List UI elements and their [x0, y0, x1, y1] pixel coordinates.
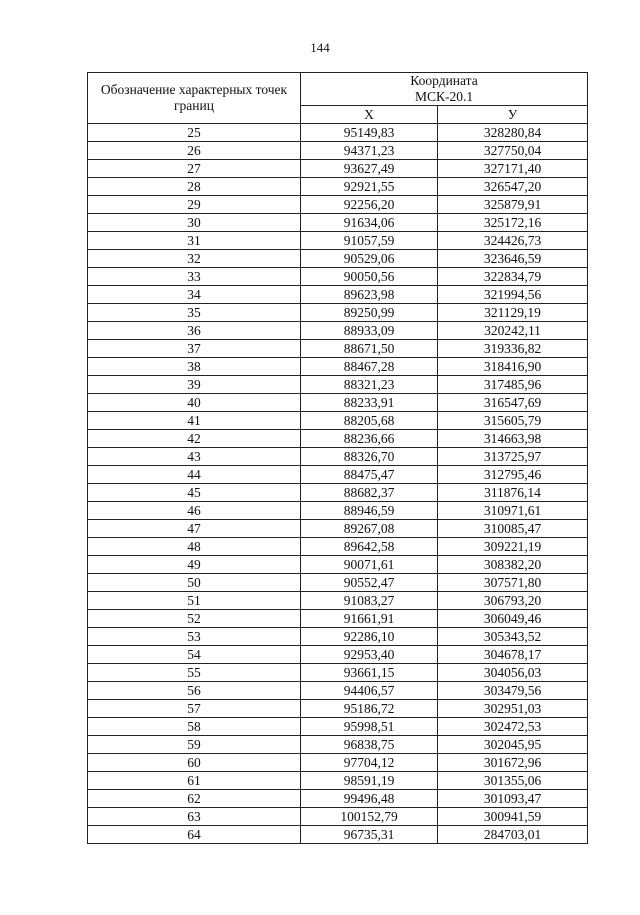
table-row	[88, 592, 588, 610]
table-row	[88, 358, 588, 376]
y-coordinate-cell: 328280,84	[438, 124, 588, 142]
y-coordinate-cell: 327171,40	[438, 160, 588, 178]
y-coordinate-cell: 315605,79	[438, 412, 588, 430]
point-id-cell: 33	[88, 268, 301, 286]
x-coordinate-cell: 88946,59	[301, 502, 438, 520]
x-coordinate-cell: 88671,50	[301, 340, 438, 358]
table-row	[88, 754, 588, 772]
y-coordinate-cell: 309221,19	[438, 538, 588, 556]
y-coordinate-cell: 313725,97	[438, 448, 588, 466]
point-id-cell: 32	[88, 250, 301, 268]
y-coordinate-cell: 306793,20	[438, 592, 588, 610]
x-coordinate-cell: 90050,56	[301, 268, 438, 286]
table-row	[88, 520, 588, 538]
point-id-cell: 43	[88, 448, 301, 466]
table-row	[88, 214, 588, 232]
x-coordinate-cell: 96735,31	[301, 826, 438, 844]
table-row	[88, 772, 588, 790]
x-coordinate-cell: 95149,83	[301, 124, 438, 142]
y-coordinate-cell: 321994,56	[438, 286, 588, 304]
point-id-cell: 31	[88, 232, 301, 250]
point-id-cell: 51	[88, 592, 301, 610]
point-id-cell: 56	[88, 682, 301, 700]
y-coordinate-cell: 304056,03	[438, 664, 588, 682]
x-coordinate-cell: 95186,72	[301, 700, 438, 718]
table-row	[88, 232, 588, 250]
y-coordinate-cell: 301672,96	[438, 754, 588, 772]
x-coordinate-cell: 89250,99	[301, 304, 438, 322]
point-id-cell: 45	[88, 484, 301, 502]
coordinates-table	[87, 72, 588, 844]
y-coordinate-cell: 310971,61	[438, 502, 588, 520]
x-coordinate-cell: 91083,27	[301, 592, 438, 610]
y-coordinate-cell: 323646,59	[438, 250, 588, 268]
table-row	[88, 484, 588, 502]
point-id-cell: 42	[88, 430, 301, 448]
table-row	[88, 736, 588, 754]
point-id-cell: 40	[88, 394, 301, 412]
point-id-cell: 30	[88, 214, 301, 232]
point-id-cell: 50	[88, 574, 301, 592]
y-coordinate-cell: 327750,04	[438, 142, 588, 160]
x-coordinate-cell: 93661,15	[301, 664, 438, 682]
table-row	[88, 664, 588, 682]
y-coordinate-cell: 304678,17	[438, 646, 588, 664]
table-row	[88, 808, 588, 826]
y-coordinate-cell: 325172,16	[438, 214, 588, 232]
table-row	[88, 142, 588, 160]
x-coordinate-cell: 92921,55	[301, 178, 438, 196]
x-coordinate-cell: 94406,57	[301, 682, 438, 700]
coordinate-system-label: МСК-20.1	[414, 89, 474, 104]
y-coordinate-cell: 308382,20	[438, 556, 588, 574]
y-coordinate-cell: 319336,82	[438, 340, 588, 358]
table-row	[88, 286, 588, 304]
x-coordinate-cell: 91057,59	[301, 232, 438, 250]
point-id-cell: 47	[88, 520, 301, 538]
point-id-cell: 59	[88, 736, 301, 754]
x-coordinate-cell: 98591,19	[301, 772, 438, 790]
x-coordinate-cell: 90071,61	[301, 556, 438, 574]
point-id-cell: 26	[88, 142, 301, 160]
x-coordinate-cell: 91634,06	[301, 214, 438, 232]
y-coordinate-cell: 325879,91	[438, 196, 588, 214]
y-coordinate-cell: 310085,47	[438, 520, 588, 538]
x-coordinate-cell: 88233,91	[301, 394, 438, 412]
x-coordinate-cell: 89623,98	[301, 286, 438, 304]
point-id-cell: 28	[88, 178, 301, 196]
point-id-cell: 55	[88, 664, 301, 682]
y-coordinate-cell: 316547,69	[438, 394, 588, 412]
x-coordinate-cell: 89267,08	[301, 520, 438, 538]
x-coordinate-cell: 90529,06	[301, 250, 438, 268]
point-id-cell: 61	[88, 772, 301, 790]
x-coordinate-cell: 92256,20	[301, 196, 438, 214]
point-id-cell: 49	[88, 556, 301, 574]
x-coordinate-cell: 90552,47	[301, 574, 438, 592]
table-row	[88, 322, 588, 340]
y-coordinate-cell: 284703,01	[438, 826, 588, 844]
point-id-cell: 48	[88, 538, 301, 556]
y-coordinate-cell: 302045,95	[438, 736, 588, 754]
table-row	[88, 682, 588, 700]
x-coordinate-cell: 88933,09	[301, 322, 438, 340]
y-coordinate-cell: 305343,52	[438, 628, 588, 646]
point-id-cell: 39	[88, 376, 301, 394]
table-row	[88, 304, 588, 322]
point-id-cell: 27	[88, 160, 301, 178]
table-row	[88, 610, 588, 628]
table-row	[88, 574, 588, 592]
table-header	[88, 73, 588, 124]
point-id-cell: 25	[88, 124, 301, 142]
x-coordinate-cell: 88682,37	[301, 484, 438, 502]
point-id-cell: 44	[88, 466, 301, 484]
coordinate-header	[301, 73, 588, 106]
x-coordinate-cell: 89642,58	[301, 538, 438, 556]
table-row	[88, 718, 588, 736]
table-row	[88, 178, 588, 196]
point-id-cell: 37	[88, 340, 301, 358]
coordinate-label: Координата	[410, 73, 478, 88]
table-row	[88, 556, 588, 574]
point-id-cell: 57	[88, 700, 301, 718]
point-id-cell: 34	[88, 286, 301, 304]
y-coordinate-cell: 322834,79	[438, 268, 588, 286]
y-coordinate-cell: 300941,59	[438, 808, 588, 826]
table-row	[88, 376, 588, 394]
table-row	[88, 268, 588, 286]
y-coordinate-cell: 301093,47	[438, 790, 588, 808]
x-coordinate-cell: 97704,12	[301, 754, 438, 772]
point-id-cell: 58	[88, 718, 301, 736]
points-column-header: Обозначение характерных точек границ	[88, 73, 301, 124]
table-row	[88, 124, 588, 142]
x-coordinate-cell: 88321,23	[301, 376, 438, 394]
point-id-cell: 52	[88, 610, 301, 628]
y-coordinate-cell: 326547,20	[438, 178, 588, 196]
table-row	[88, 538, 588, 556]
point-id-cell: 35	[88, 304, 301, 322]
point-id-cell: 64	[88, 826, 301, 844]
y-coordinate-cell: 314663,98	[438, 430, 588, 448]
y-coordinate-cell: 301355,06	[438, 772, 588, 790]
x-coordinate-cell: 91661,91	[301, 610, 438, 628]
x-coordinate-cell: 88236,66	[301, 430, 438, 448]
y-coordinate-cell: 302472,53	[438, 718, 588, 736]
y-coordinate-cell: 302951,03	[438, 700, 588, 718]
x-coordinate-cell: 92953,40	[301, 646, 438, 664]
table-row	[88, 250, 588, 268]
table-body	[88, 124, 588, 844]
table-row	[88, 790, 588, 808]
x-coordinate-cell: 99496,48	[301, 790, 438, 808]
x-coordinate-cell: 94371,23	[301, 142, 438, 160]
x-coordinate-cell: 88467,28	[301, 358, 438, 376]
x-coordinate-cell: 88205,68	[301, 412, 438, 430]
y-coordinate-cell: 307571,80	[438, 574, 588, 592]
x-coordinate-cell: 93627,49	[301, 160, 438, 178]
x-coordinate-cell: 88326,70	[301, 448, 438, 466]
point-id-cell: 36	[88, 322, 301, 340]
point-id-cell: 29	[88, 196, 301, 214]
table-row	[88, 628, 588, 646]
y-coordinate-cell: 303479,56	[438, 682, 588, 700]
table-row	[88, 340, 588, 358]
table-row	[88, 466, 588, 484]
point-id-cell: 46	[88, 502, 301, 520]
table-row	[88, 700, 588, 718]
point-id-cell: 41	[88, 412, 301, 430]
table-row	[88, 502, 588, 520]
point-id-cell: 53	[88, 628, 301, 646]
page-number: 144	[310, 40, 330, 55]
x-coordinate-cell: 92286,10	[301, 628, 438, 646]
table-row	[88, 394, 588, 412]
point-id-cell: 38	[88, 358, 301, 376]
x-column-header: Х	[301, 106, 438, 124]
y-coordinate-cell: 317485,96	[438, 376, 588, 394]
table-row	[88, 412, 588, 430]
y-coordinate-cell: 306049,46	[438, 610, 588, 628]
table-row	[88, 160, 588, 178]
y-coordinate-cell: 312795,46	[438, 466, 588, 484]
x-coordinate-cell: 95998,51	[301, 718, 438, 736]
y-coordinate-cell: 318416,90	[438, 358, 588, 376]
x-coordinate-cell: 100152,79	[301, 808, 438, 826]
point-id-cell: 62	[88, 790, 301, 808]
table-row	[88, 826, 588, 844]
table-row	[88, 430, 588, 448]
y-coordinate-cell: 321129,19	[438, 304, 588, 322]
table-row	[88, 448, 588, 466]
y-coordinate-cell: 311876,14	[438, 484, 588, 502]
y-coordinate-cell: 320242,11	[438, 322, 588, 340]
table-row	[88, 196, 588, 214]
point-id-cell: 60	[88, 754, 301, 772]
x-coordinate-cell: 88475,47	[301, 466, 438, 484]
table-row	[88, 646, 588, 664]
y-column-header: У	[438, 106, 588, 124]
point-id-cell: 63	[88, 808, 301, 826]
point-id-cell: 54	[88, 646, 301, 664]
y-coordinate-cell: 324426,73	[438, 232, 588, 250]
x-coordinate-cell: 96838,75	[301, 736, 438, 754]
